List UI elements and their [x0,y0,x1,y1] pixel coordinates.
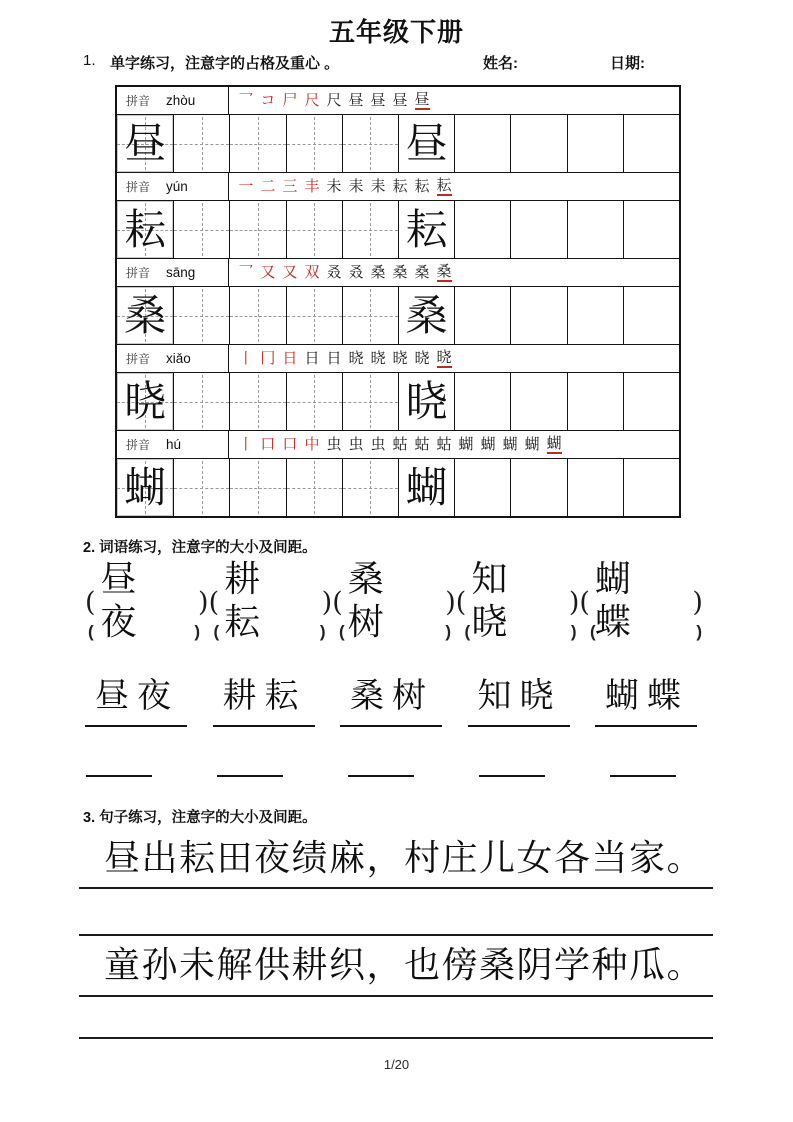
stroke-step: 昼 [370,91,386,109]
model-character-cell [398,459,454,516]
char-practice-block [117,87,679,173]
practice-cell [567,201,623,258]
model-character-cell [398,373,454,430]
stroke-step: 二 [260,177,276,195]
practice-cell [342,201,398,258]
close-paren: ) [570,622,577,641]
pinyin-row [117,431,679,459]
stroke-step: 叒 [326,263,342,281]
model-character-cell [117,115,173,172]
pinyin-label: 拼音 [126,438,151,452]
close-paren: ) [198,586,209,618]
stroke-step: 乛 [238,263,254,281]
blank-lines-row [86,775,676,777]
stroke-step: 日 [326,349,342,367]
stroke-step: 晓 [392,349,408,367]
model-character: 桑 [405,290,448,340]
stroke-step: 虫 [326,435,342,453]
stroke-order-sequence [229,259,679,286]
word-model: 昼夜 [100,559,149,644]
stroke-step: 冂 [260,349,276,367]
pinyin-row [117,259,679,287]
practice-cell [173,201,229,258]
model-character: 耘 [124,204,167,254]
practice-cell [286,115,342,172]
pinyin-label: 拼音 [126,94,151,108]
practice-cell [623,287,679,344]
practice-cell [342,287,398,344]
close-paren: ) [445,586,456,618]
stroke-step: 桑 [392,263,408,281]
stroke-step: 蝴 [524,435,540,453]
model-character: 昼 [124,118,167,168]
practice-cell [567,459,623,516]
stroke-step: 蛄 [392,435,408,453]
stroke-step: 丰 [304,177,320,195]
stroke-step: 一 [238,177,254,195]
practice-cell [454,287,510,344]
date-label: 日期: [610,55,645,72]
empty-paren-pair [339,622,451,642]
open-paren: ( [464,622,471,641]
pinyin-row [117,345,679,373]
practice-cell [229,373,285,430]
model-character-cell [398,287,454,344]
practice-cell [623,373,679,430]
close-paren: ) [194,622,200,641]
stroke-step: 丨 [238,435,254,453]
stroke-step: 蝴 [502,435,518,453]
word-model: 知晓 [471,559,520,644]
word-model: 耕耘 [224,559,273,644]
model-character-cell [117,287,173,344]
open-paren: ( [339,622,345,641]
practice-cell [510,201,566,258]
spacer [79,889,713,934]
underlined-word-model: 知晓 [468,676,570,727]
pinyin-value: yún [166,179,188,194]
stroke-step: 口 [260,435,276,453]
practice-cell [510,287,566,344]
section1-header [0,52,793,74]
pinyin-cell [117,87,229,114]
stroke-step: 口 [282,435,298,453]
practice-cell [454,373,510,430]
practice-cell [623,115,679,172]
practice-cell [567,115,623,172]
pinyin-label: 拼音 [126,266,151,280]
section3-header [83,806,317,827]
model-character: 桑 [124,290,167,340]
open-paren: ( [332,586,343,618]
stroke-step: 耘 [414,177,430,195]
sentence-model: 昼出耘田夜绩麻，村庄儿女各当家。 [79,838,713,889]
open-paren: ( [213,622,220,641]
stroke-step: 乛 [238,91,254,109]
stroke-step: 虫 [348,435,364,453]
stroke-step: 桑 [370,263,386,281]
pinyin-value: xiǎo [166,351,191,366]
practice-cell [342,115,398,172]
practice-cell [510,115,566,172]
section1-number: 1. [83,52,96,69]
blank-word-line [217,775,283,777]
stroke-step: 尺 [326,91,342,109]
blank-word-line [348,775,414,777]
name-label: 姓名: [483,55,518,72]
practice-cell [623,459,679,516]
spacer [79,936,713,945]
model-character-cell [117,373,173,430]
close-paren: ) [445,622,451,641]
empty-paren-pair [214,622,326,642]
practice-row [117,287,679,344]
practice-row [117,115,679,172]
blank-word-line [610,775,676,777]
stroke-step: 尺 [304,91,320,109]
section2-title: 词语练习，注意字的大小及间距。 [99,540,317,556]
empty-paren-pair [465,622,577,642]
stroke-step: 桑 [414,263,430,281]
practice-cell [229,201,285,258]
stroke-step: コ [260,91,276,109]
open-paren: ( [85,586,96,618]
char-practice-block [117,173,679,259]
stroke-step: 三 [282,177,298,195]
stroke-step: 蝴 [458,435,474,453]
stroke-step: 丨 [238,349,254,367]
underlined-word-model: 耕耘 [213,676,315,727]
stroke-step: 中 [304,435,320,453]
model-character: 耘 [405,204,448,254]
section2-header [83,536,317,557]
model-character: 昼 [405,118,448,168]
stroke-step: 晓 [370,349,386,367]
pinyin-cell [117,259,229,286]
model-character-cell [117,201,173,258]
stroke-step: 双 [304,263,320,281]
practice-cell [286,459,342,516]
char-practice-block [117,345,679,431]
underlined-word-list [85,676,697,727]
character-practice-table [115,85,681,518]
stroke-step: 蝴 [480,435,496,453]
practice-cell [286,373,342,430]
open-paren: ( [590,622,596,641]
practice-cell [454,201,510,258]
stroke-step: 晓 [436,347,452,366]
stroke-step: 晓 [348,349,364,367]
close-paren: ) [319,622,326,641]
close-paren: ) [568,586,580,618]
section2-number: 2. [83,540,96,556]
pinyin-label: 拼音 [126,180,151,194]
stroke-order-sequence [229,173,679,200]
stroke-order-sequence [229,431,679,458]
practice-row [117,201,679,258]
empty-paren-pair [88,622,200,642]
practice-cell [342,373,398,430]
practice-row [117,459,679,516]
stroke-step: 昼 [348,91,364,109]
model-character-cell [117,459,173,516]
practice-cell [173,115,229,172]
underlined-word-model: 桑树 [340,676,442,727]
practice-cell [173,287,229,344]
stroke-step: 又 [260,263,276,281]
model-character-cell [398,115,454,172]
pinyin-row [117,173,679,201]
pinyin-value: sāng [166,265,196,280]
open-paren: ( [88,622,94,641]
word-model: 蝴蝶 [594,559,643,644]
stroke-step: 日 [282,349,298,367]
practice-cell [173,459,229,516]
practice-cell [229,115,285,172]
open-paren: ( [579,586,590,618]
model-character: 晓 [405,376,448,426]
stroke-step: 桑 [436,261,452,280]
pinyin-value: zhòu [166,93,196,108]
underlined-word-model: 蝴蝶 [595,676,697,727]
char-practice-block [117,259,679,345]
practice-cell [510,373,566,430]
spacer [79,997,713,1037]
sentence-practice-area [79,838,713,1039]
stroke-step: 日 [304,349,320,367]
sentence-model: 童孙未解供耕织，也傍桑阴学种瓜。 [79,945,713,996]
close-paren: ) [696,622,702,641]
section3-title: 句子练习，注意字的大小及间距。 [99,810,317,826]
stroke-step: 叒 [348,263,364,281]
word-model: 桑树 [347,559,396,644]
close-paren: ) [692,586,703,618]
stroke-step: 蛄 [436,435,452,453]
open-paren: ( [208,586,220,618]
blank-word-line [86,775,152,777]
practice-row [117,373,679,430]
page-number: 1/20 [383,1057,410,1072]
empty-parens-row [88,622,702,642]
blank-word-line [479,775,545,777]
stroke-step: 耘 [436,175,452,194]
practice-cell [567,373,623,430]
model-character: 蝴 [124,462,167,512]
practice-cell [342,459,398,516]
stroke-order-sequence [229,345,679,372]
open-paren: ( [455,586,467,618]
practice-cell [229,459,285,516]
practice-cell [173,373,229,430]
stroke-step: 虫 [370,435,386,453]
stroke-step: 尸 [282,91,298,109]
underlined-word-model: 昼夜 [85,676,187,727]
section3-number: 3. [83,810,96,826]
pinyin-value: hú [166,437,182,452]
section1-title: 单字练习，注意字的占格及重心 。 [110,55,340,72]
stroke-step: 昼 [392,91,408,109]
stroke-step: 晓 [414,349,430,367]
stroke-step: 耘 [392,177,408,195]
practice-cell [454,115,510,172]
practice-cell [567,287,623,344]
pinyin-cell [117,173,229,200]
stroke-step: 耒 [370,177,386,195]
practice-cell [286,287,342,344]
blank-writing-line [79,1037,713,1039]
stroke-step: 蝴 [546,433,562,452]
pinyin-cell [117,345,229,372]
stroke-order-sequence [229,87,679,114]
stroke-step: 昼 [414,89,430,108]
practice-cell [510,459,566,516]
model-character: 晓 [124,376,167,426]
page-title: 五年级下册 [328,17,464,47]
close-paren: ) [321,586,333,618]
pinyin-cell [117,431,229,458]
practice-cell [623,201,679,258]
stroke-step: 又 [282,263,298,281]
stroke-step: 耒 [348,177,364,195]
empty-paren-pair [590,622,702,642]
stroke-step: 未 [326,177,342,195]
model-character-cell [398,201,454,258]
pinyin-label: 拼音 [126,352,151,366]
practice-cell [229,287,285,344]
model-character: 蝴 [405,462,448,512]
practice-cell [454,459,510,516]
char-practice-block [117,431,679,516]
practice-cell [286,201,342,258]
stroke-step: 蛄 [414,435,430,453]
pinyin-row [117,87,679,115]
